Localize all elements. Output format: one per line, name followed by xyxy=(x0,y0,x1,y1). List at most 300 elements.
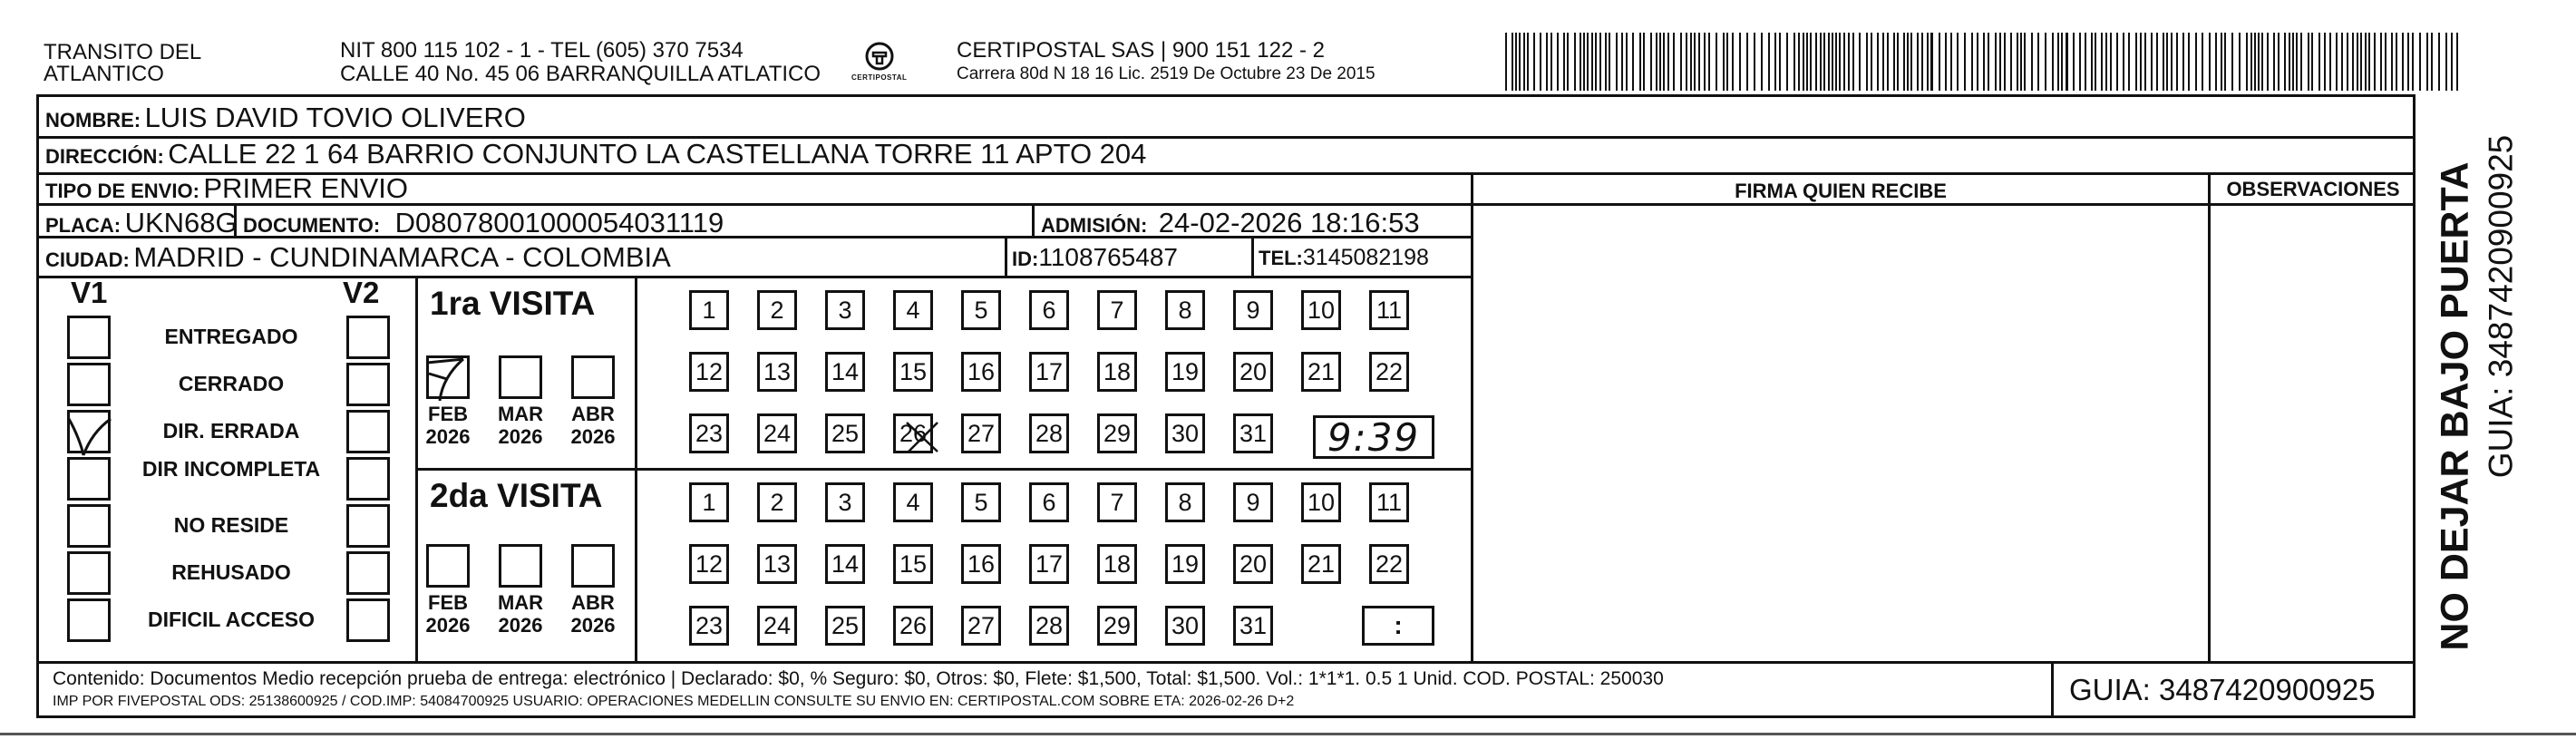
first-visit-day-1[interactable]: 1 xyxy=(689,290,729,330)
checkmark-day-26-icon xyxy=(899,415,945,459)
second-visit-time-box[interactable] xyxy=(1362,606,1434,646)
barcode-bar xyxy=(1859,33,1861,91)
barcode-bar xyxy=(2079,33,2081,91)
first-visit-day-22[interactable]: 22 xyxy=(1369,352,1409,392)
first-visit-day-6[interactable]: 6 xyxy=(1029,290,1069,330)
placa-value: UKN68G xyxy=(124,207,238,238)
barcode-bar xyxy=(1583,33,1585,91)
v2-label: V2 xyxy=(343,276,380,309)
first-visit-day-10[interactable]: 10 xyxy=(1301,290,1341,330)
second-visit-day-2[interactable]: 2 xyxy=(757,482,797,522)
first-visit-day-18[interactable]: 18 xyxy=(1097,352,1137,392)
barcode-bar xyxy=(1732,33,1734,91)
barcode-bar xyxy=(1907,33,1909,91)
barcode-bar xyxy=(2365,33,2367,91)
second-visit-day-9[interactable]: 9 xyxy=(1233,482,1273,522)
barcode-bar xyxy=(2105,33,2107,91)
barcode-bar xyxy=(2231,33,2233,91)
barcode-bar xyxy=(2412,33,2414,91)
barcode-bar xyxy=(2347,33,2348,91)
barcode-bar xyxy=(2224,33,2226,91)
barcode-bar xyxy=(2215,33,2217,91)
barcode-bar xyxy=(2188,33,2190,91)
barcode-bar xyxy=(1639,33,1641,91)
direccion-label: DIRECCIÓN: xyxy=(45,145,164,168)
barcode-bar xyxy=(1716,33,1717,91)
side-warning: NO DEJAR BAJO PUERTA xyxy=(2433,161,2477,651)
barcode-bar xyxy=(2292,33,2294,91)
barcode-bar xyxy=(2368,33,2370,91)
barcode-bar xyxy=(1866,33,1868,91)
barcode-bar xyxy=(2182,33,2184,91)
first-visit-day-16[interactable]: 16 xyxy=(961,352,1001,392)
barcode-bar xyxy=(1605,33,1607,91)
documento-value: D08078001000054031119 xyxy=(394,207,724,238)
barcode-bar xyxy=(2374,33,2376,91)
barcode-bar xyxy=(2166,33,2168,91)
checkmark-dir-errada-icon xyxy=(63,410,114,461)
second-visit-day-3[interactable]: 3 xyxy=(825,482,865,522)
barcode-bar xyxy=(2451,33,2453,91)
barcode-bar xyxy=(2426,33,2428,91)
barcode-bar xyxy=(1803,33,1804,91)
barcode-bar xyxy=(2324,33,2326,91)
barcode-bar xyxy=(1839,33,1841,91)
second-visit-day-29[interactable]: 29 xyxy=(1097,606,1137,646)
status-option-label: CERRADO xyxy=(178,372,285,395)
tipo-label: TIPO DE ENVIO: xyxy=(45,180,199,202)
first-visit-day-14[interactable]: 14 xyxy=(825,352,865,392)
first-visit-month-label: FEB 2026 xyxy=(425,403,471,449)
second-visit-day-18[interactable]: 18 xyxy=(1097,544,1137,584)
direccion-field xyxy=(45,140,1146,168)
org-name-line2: ATLANTICO xyxy=(44,62,164,86)
barcode-bar xyxy=(2010,33,2012,91)
ciudad-field xyxy=(45,243,671,271)
v1-checkbox-5[interactable] xyxy=(67,504,111,548)
barcode-bar xyxy=(1563,33,1565,91)
tel-field xyxy=(1259,247,1429,269)
barcode-bar xyxy=(2052,33,2054,91)
barcode-bar xyxy=(1686,33,1687,91)
barcode-bar xyxy=(2329,33,2331,91)
barcode-bar xyxy=(1632,33,1634,91)
barcode-bar xyxy=(1546,33,1548,91)
barcode-bar xyxy=(1540,33,1541,91)
barcode-bar xyxy=(1708,33,1710,91)
barcode-bar xyxy=(2004,33,2006,91)
barcode-bar xyxy=(1921,33,1923,91)
first-visit-title: 1ra VISITA xyxy=(430,285,596,322)
first-visit-day-30[interactable]: 30 xyxy=(1165,413,1205,453)
firma-label: FIRMA QUIEN RECIBE xyxy=(1735,180,1947,202)
barcode-bar xyxy=(2101,33,2103,91)
barcode-bar xyxy=(2250,33,2252,91)
barcode-bar xyxy=(1515,33,1517,91)
nombre-value: LUIS DAVID TOVIO OLIVERO xyxy=(144,102,526,133)
barcode-bar xyxy=(2195,33,2197,91)
barcode-bar xyxy=(2308,33,2309,91)
second-visit-day-16[interactable]: 16 xyxy=(961,544,1001,584)
first-visit-day-4[interactable]: 4 xyxy=(893,290,933,330)
barcode-bar xyxy=(2318,33,2320,91)
second-visit-day-23[interactable]: 23 xyxy=(689,606,729,646)
barcode-bar xyxy=(1835,33,1837,91)
barcode-bar xyxy=(2273,33,2275,91)
first-visit-day-23[interactable]: 23 xyxy=(689,413,729,453)
barcode-bar xyxy=(2144,33,2146,91)
barcode-bar xyxy=(2163,33,2164,91)
barcode-bar xyxy=(2095,33,2096,91)
barcode-bar xyxy=(1927,33,1929,91)
address-line: CALLE 40 No. 45 06 BARRANQUILLA ATLATICO xyxy=(340,62,821,86)
second-visit-day-31[interactable]: 31 xyxy=(1233,606,1273,646)
barcode-bar xyxy=(2254,33,2256,91)
barcode-bar xyxy=(2267,33,2269,91)
barcode-bar xyxy=(2045,33,2046,91)
license-line: Carrera 80d N 18 16 Lic. 2519 De Octubre 23 De 2015 xyxy=(957,64,1375,83)
first-visit-time-box[interactable] xyxy=(1313,415,1434,459)
ciudad-label: CIUDAD: xyxy=(45,248,130,271)
barcode-bar xyxy=(1793,33,1795,91)
barcode-bar xyxy=(2431,33,2433,91)
barcode-bar xyxy=(1999,33,2001,91)
barcode-bar xyxy=(2402,33,2404,91)
placa-label: PLACA: xyxy=(45,214,122,237)
barcode-bar xyxy=(1550,33,1552,91)
barcode-bar xyxy=(2336,33,2338,91)
barcode-bar xyxy=(2360,33,2362,91)
barcode-bar xyxy=(1893,33,1895,91)
barcode-bar xyxy=(1591,33,1593,91)
second-visit-month-label: ABR 2026 xyxy=(570,591,616,637)
first-visit-day-3[interactable]: 3 xyxy=(825,290,865,330)
barcode-bar xyxy=(2300,33,2302,91)
first-visit-time: 9:39 xyxy=(1327,414,1421,460)
tel-value: 3145082198 xyxy=(1302,245,1429,270)
second-visit-month-abr-checkbox[interactable] xyxy=(571,544,615,588)
documento-label: DOCUMENTO: xyxy=(243,214,381,237)
barcode-bar xyxy=(2202,33,2203,91)
barcode-bar xyxy=(1761,33,1763,91)
barcode-bar xyxy=(1957,33,1959,91)
first-visit-month-abr-checkbox[interactable] xyxy=(571,355,615,399)
admision-label: ADMISIÓN: xyxy=(1041,214,1148,237)
second-visit-day-24[interactable]: 24 xyxy=(757,606,797,646)
barcode-bar xyxy=(1887,33,1889,91)
tel-label: TEL: xyxy=(1259,247,1303,269)
barcode-bar xyxy=(2311,33,2313,91)
barcode-bar xyxy=(2140,33,2142,91)
barcode-bar xyxy=(1774,33,1776,91)
barcode-bar xyxy=(1848,33,1850,91)
barcode-bar xyxy=(2024,33,2026,91)
second-visit-month-feb-checkbox[interactable] xyxy=(426,544,470,588)
second-visit-day-11[interactable]: 11 xyxy=(1369,482,1409,522)
barcode-bar xyxy=(1882,33,1884,91)
barcode-bar xyxy=(2278,33,2280,91)
second-visit-day-20[interactable]: 20 xyxy=(1233,544,1273,584)
barcode-bar xyxy=(2066,33,2068,91)
barcode-bar xyxy=(2258,33,2260,91)
second-visit-month-label: FEB 2026 xyxy=(425,591,471,637)
second-visit-day-26[interactable]: 26 xyxy=(893,606,933,646)
logo-text: CERTIPOSTAL xyxy=(851,73,908,82)
barcode-bar xyxy=(1828,33,1830,91)
carrier-line: CERTIPOSTAL SAS | 900 151 122 - 2 xyxy=(957,38,1325,63)
status-option-label: DIR INCOMPLETA xyxy=(141,457,321,481)
admision-field xyxy=(1041,209,1420,237)
barcode-bar xyxy=(1599,33,1601,91)
second-visit-day-12[interactable]: 12 xyxy=(689,544,729,584)
barcode-bar xyxy=(1616,33,1618,91)
barcode-bar xyxy=(2156,33,2158,91)
barcode-bar xyxy=(1871,33,1872,91)
first-visit-day-7[interactable]: 7 xyxy=(1097,290,1137,330)
barcode-bar xyxy=(2209,33,2211,91)
barcode-bar xyxy=(2239,33,2241,91)
first-visit-day-13[interactable]: 13 xyxy=(757,352,797,392)
barcode-bar xyxy=(1852,33,1854,91)
first-visit-day-29[interactable]: 29 xyxy=(1097,413,1137,453)
placa-field xyxy=(45,209,238,237)
barcode-bar xyxy=(1663,33,1665,91)
barcode-bar xyxy=(2246,33,2248,91)
barcode-bar xyxy=(1806,33,1808,91)
first-visit-day-9[interactable]: 9 xyxy=(1233,290,1273,330)
barcode-bar xyxy=(1574,33,1576,91)
barcode-bar xyxy=(1950,33,1952,91)
second-visit-day-19[interactable]: 19 xyxy=(1165,544,1205,584)
first-visit-day-19[interactable]: 19 xyxy=(1165,352,1205,392)
barcode-bar xyxy=(2057,33,2059,91)
status-option-label: DIFICIL ACCESO xyxy=(147,608,315,631)
tipo-field xyxy=(45,174,408,202)
first-visit-day-2[interactable]: 2 xyxy=(757,290,797,330)
v1-checkbox-7[interactable] xyxy=(67,598,111,642)
first-visit-day-20[interactable]: 20 xyxy=(1233,352,1273,392)
barcode-bar xyxy=(2261,33,2263,91)
first-visit-month-label: ABR 2026 xyxy=(570,403,616,449)
status-option-label: ENTREGADO xyxy=(164,325,298,348)
barcode-bar xyxy=(2017,33,2018,91)
observaciones-label: OBSERVACIONES xyxy=(2226,178,2400,200)
documento-field xyxy=(243,209,724,237)
second-visit-day-4[interactable]: 4 xyxy=(893,482,933,522)
barcode-bar xyxy=(1527,33,1529,91)
first-visit-day-27[interactable]: 27 xyxy=(961,413,1001,453)
first-visit-day-5[interactable]: 5 xyxy=(961,290,1001,330)
second-visit-day-8[interactable]: 8 xyxy=(1165,482,1205,522)
barcode-bar xyxy=(1656,33,1657,91)
first-visit-day-11[interactable]: 11 xyxy=(1369,290,1409,330)
barcode-bar xyxy=(2296,33,2298,91)
status-option-label: DIR. ERRADA xyxy=(162,419,300,443)
barcode-bar xyxy=(2151,33,2153,91)
status-option-label: NO RESIDE xyxy=(173,513,289,537)
first-visit-day-28[interactable]: 28 xyxy=(1029,413,1069,453)
barcode-bar xyxy=(2419,33,2421,91)
second-visit-day-13[interactable]: 13 xyxy=(757,544,797,584)
barcode-bar xyxy=(1939,33,1940,91)
first-visit-month-label: MAR 2026 xyxy=(497,403,544,449)
barcode-bar xyxy=(2445,33,2447,91)
v1-checkbox-2[interactable] xyxy=(67,363,111,406)
barcode-bar xyxy=(1723,33,1725,91)
id-label: ID: xyxy=(1012,248,1039,270)
second-visit-day-5[interactable]: 5 xyxy=(961,482,1001,522)
barcode-bar xyxy=(1519,33,1521,91)
barcode-bar xyxy=(1726,33,1728,91)
barcode-bar xyxy=(1798,33,1800,91)
barcode xyxy=(1505,33,2466,94)
barcode-bar xyxy=(2221,33,2222,91)
first-visit-day-8[interactable]: 8 xyxy=(1165,290,1205,330)
barcode-bar xyxy=(1754,33,1755,91)
second-visit-month-mar-checkbox[interactable] xyxy=(499,544,542,588)
barcode-bar xyxy=(1945,33,1947,91)
v1-checkbox-6[interactable] xyxy=(67,551,111,595)
second-visit-day-25[interactable]: 25 xyxy=(825,606,865,646)
barcode-bar xyxy=(1704,33,1706,91)
nombre-label: NOMBRE: xyxy=(45,109,141,131)
footer-content-line: Contenido: Documentos Medio recepción prueba de entrega: electrónico | Declarado: $0, % Seguro: $0, Otros: $0, Flete: $1,500, Total: $1,500. Vol.: 1*1*1. 0.5 1 Unid. COD. POSTAL: 250030 xyxy=(53,668,1664,689)
second-visit-day-30[interactable]: 30 xyxy=(1165,606,1205,646)
second-visit-day-21[interactable]: 21 xyxy=(1301,544,1341,584)
v1-label: V1 xyxy=(71,276,108,309)
barcode-bar xyxy=(1988,33,1989,91)
second-visit-day-7[interactable]: 7 xyxy=(1097,482,1137,522)
second-visit-day-28[interactable]: 28 xyxy=(1029,606,1069,646)
barcode-bar xyxy=(1680,33,1682,91)
first-visit-day-12[interactable]: 12 xyxy=(689,352,729,392)
v1-checkbox-4[interactable] xyxy=(67,457,111,501)
footer-guia: GUIA: 3487420900925 xyxy=(2069,673,2376,706)
barcode-bar xyxy=(1815,33,1817,91)
barcode-bar xyxy=(2341,33,2343,91)
barcode-bar xyxy=(2176,33,2178,91)
barcode-bar xyxy=(1739,33,1741,91)
barcode-bar xyxy=(2380,33,2382,91)
barcode-bar xyxy=(1567,33,1569,91)
status-option-label: REHUSADO xyxy=(171,560,291,584)
barcode-bar xyxy=(2438,33,2440,91)
barcode-bar xyxy=(1779,33,1781,91)
nit-line: NIT 800 115 102 - 1 - TEL (605) 370 7534 xyxy=(340,38,744,63)
barcode-bar xyxy=(2020,33,2022,91)
ciudad-value: MADRID - CUNDINAMARCA - COLOMBIA xyxy=(133,241,671,273)
checkmark-feb-icon xyxy=(423,354,474,404)
first-visit-day-15[interactable]: 15 xyxy=(893,352,933,392)
admision-value: 24-02-2026 18:16:53 xyxy=(1158,207,1420,238)
second-visit-time: : xyxy=(1394,611,1403,639)
barcode-bar xyxy=(1810,33,1812,91)
barcode-bar xyxy=(1659,33,1661,91)
org-name-line1: TRANSITO DEL xyxy=(44,40,202,64)
barcode-bar xyxy=(1903,33,1905,91)
barcode-bar xyxy=(1786,33,1788,91)
barcode-bar xyxy=(1823,33,1825,91)
barcode-bar xyxy=(2352,33,2354,91)
barcode-bar xyxy=(1910,33,1912,91)
barcode-bar xyxy=(1512,33,1513,91)
barcode-bar xyxy=(2085,33,2086,91)
barcode-bar xyxy=(1667,33,1669,91)
certipostal-logo xyxy=(851,40,908,87)
second-visit-day-14[interactable]: 14 xyxy=(825,544,865,584)
barcode-bar xyxy=(1626,33,1628,91)
barcode-bar xyxy=(2123,33,2124,91)
barcode-bar xyxy=(1917,33,1919,91)
barcode-bar xyxy=(1694,33,1696,91)
v1-checkbox-1[interactable] xyxy=(67,316,111,359)
second-visit-day-1[interactable]: 1 xyxy=(689,482,729,522)
barcode-bar xyxy=(1609,33,1610,91)
second-visit-day-27[interactable]: 27 xyxy=(961,606,1001,646)
barcode-bar xyxy=(2357,33,2358,91)
barcode-bar xyxy=(2091,33,2093,91)
first-visit-day-31[interactable]: 31 xyxy=(1233,413,1273,453)
barcode-bar xyxy=(2031,33,2033,91)
direccion-value: CALLE 22 1 64 BARRIO CONJUNTO LA CASTELLANA TORRE 11 APTO 204 xyxy=(168,138,1147,170)
barcode-bar xyxy=(1650,33,1652,91)
first-visit-day-25[interactable]: 25 xyxy=(825,413,865,453)
barcode-bar xyxy=(1746,33,1748,91)
id-field xyxy=(1012,245,1178,270)
second-visit-day-17[interactable]: 17 xyxy=(1029,544,1069,584)
barcode-bar xyxy=(1643,33,1645,91)
barcode-bar xyxy=(2289,33,2290,91)
side-guia: GUIA: 3487420900925 xyxy=(2482,134,2520,479)
barcode-bar xyxy=(1673,33,1675,91)
barcode-bar xyxy=(2396,33,2397,91)
barcode-bar xyxy=(2061,33,2063,91)
tipo-value: PRIMER ENVIO xyxy=(203,172,409,204)
barcode-bar xyxy=(1523,33,1525,91)
barcode-bar xyxy=(1971,33,1973,91)
barcode-bar xyxy=(1820,33,1822,91)
barcode-bar xyxy=(1587,33,1589,91)
barcode-bar xyxy=(1768,33,1770,91)
first-visit-month-mar-checkbox[interactable] xyxy=(499,355,542,399)
barcode-bar xyxy=(1533,33,1535,91)
second-visit-month-label: MAR 2026 xyxy=(497,591,544,637)
second-visit-day-10[interactable]: 10 xyxy=(1301,482,1341,522)
first-visit-day-21[interactable]: 21 xyxy=(1301,352,1341,392)
second-visit-day-22[interactable]: 22 xyxy=(1369,544,1409,584)
barcode-bar xyxy=(1977,33,1978,91)
nombre-field xyxy=(45,103,526,131)
barcode-bar xyxy=(1983,33,1985,91)
barcode-bar xyxy=(2284,33,2286,91)
second-visit-day-15[interactable]: 15 xyxy=(893,544,933,584)
barcode-bar xyxy=(1877,33,1879,91)
barcode-bar xyxy=(1690,33,1692,91)
barcode-bar xyxy=(1621,33,1623,91)
barcode-bar xyxy=(1595,33,1597,91)
second-visit-title: 2da VISITA xyxy=(430,477,603,514)
second-visit-day-6[interactable]: 6 xyxy=(1029,482,1069,522)
first-visit-day-24[interactable]: 24 xyxy=(757,413,797,453)
barcode-bar xyxy=(2128,33,2130,91)
barcode-bar xyxy=(2116,33,2118,91)
barcode-bar xyxy=(1505,33,1507,91)
first-visit-day-26[interactable]: 26 xyxy=(893,413,933,453)
barcode-bar xyxy=(1698,33,1700,91)
barcode-bar xyxy=(2385,33,2386,91)
first-visit-day-17[interactable]: 17 xyxy=(1029,352,1069,392)
id-value: 1108765487 xyxy=(1038,243,1178,271)
